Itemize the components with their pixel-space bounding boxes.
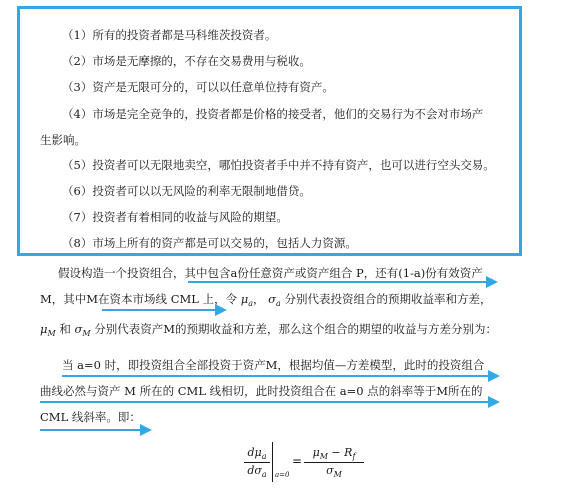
assumption-1: （1）所有的投资者都是马科维茨投资者。 bbox=[62, 28, 277, 42]
highlight-arrow-4 bbox=[40, 396, 500, 408]
para1-line2-text: M，其中M在资本市场线 CML 上，令 bbox=[40, 292, 238, 306]
highlight-arrow-2 bbox=[102, 304, 227, 316]
para1-line2-tail: 分别代表投资组合的预期收益率和方差， bbox=[284, 292, 492, 306]
formula-left-fraction: $d\mu_a$ $d\sigma_a$ bbox=[244, 446, 270, 479]
assumption-8: （8）市场上所有的资产都是可以交易的，包括人力资源。 bbox=[62, 236, 357, 250]
para2-line2: 曲线必然与资产 M 所在的 CML 线相切，此时投资组合在 a=0 点的斜率等于M所在的 bbox=[40, 384, 483, 398]
para1-line3 bbox=[40, 322, 497, 341]
sigma-a-symbol: $\sigma_a$ bbox=[268, 292, 281, 308]
mu-a-symbol: $\mu_a$ bbox=[240, 292, 253, 308]
evaluation-point: a=0 bbox=[275, 471, 290, 479]
evaluation-bar bbox=[272, 442, 273, 482]
assumption-6: （6）投资者可以以无风险的利率无限制地借贷。 bbox=[62, 184, 311, 198]
para2-line1: 当 a=0 时，即投资组合全部投资于资产M，根据均值—方差模型，此时的投资组合 bbox=[62, 358, 485, 372]
sigma-m-symbol: $\sigma_M$ bbox=[74, 322, 91, 338]
assumption-7: （7）投资者有着相同的收益与风险的期望。 bbox=[62, 210, 288, 224]
mu-m-symbol: $\mu_M$ bbox=[40, 322, 56, 338]
assumption-2: （2）市场是无摩擦的，不存在交易费用与税收。 bbox=[62, 54, 311, 68]
para1-line1: 假设构造一个投资组合，其中包含a份任意资产或资产组合 P，还有(1-a)份有效资产 bbox=[58, 266, 483, 280]
highlight-arrow-1 bbox=[188, 276, 498, 288]
highlight-arrow-3 bbox=[62, 370, 500, 382]
assumption-5: （5）投资者可以无限地卖空，哪怕投资者手中并不持有资产，也可以进行空头交易。 bbox=[62, 158, 495, 172]
para1-line3-tail: 分别代表资产M的预期收益和方差，那么这个组合的期望的收益与方差分别为： bbox=[94, 322, 497, 336]
assumption-4: （4）市场是完全竞争的，投资者都是价格的接受者，他们的交易行为不会对市场产 bbox=[62, 107, 484, 121]
separator: ， bbox=[253, 292, 265, 306]
equals-sign: = bbox=[292, 454, 303, 468]
assumption-3: （3）资产是无限可分的，可以以任意单位持有资产。 bbox=[62, 80, 334, 94]
highlight-arrow-5 bbox=[40, 424, 152, 436]
assumption-4-cont: 生影响。 bbox=[40, 133, 86, 147]
formula-right-fraction: $\mu_M - R_f$ $\sigma_M$ bbox=[304, 446, 364, 479]
para2-line3: CML 线斜率。即： bbox=[40, 410, 141, 424]
and-word: 和 bbox=[59, 322, 71, 336]
